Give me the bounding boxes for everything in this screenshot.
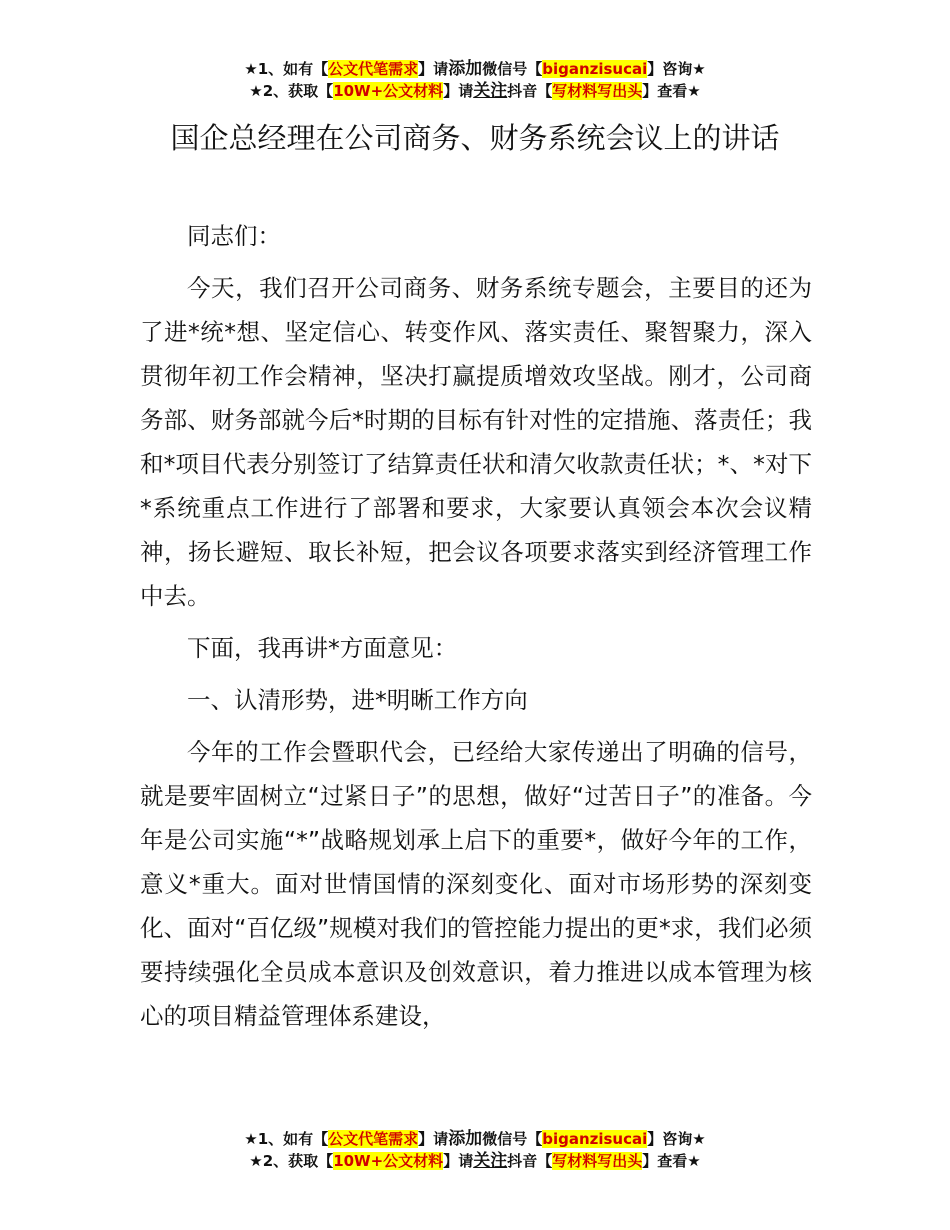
paragraph: 今天，我们召开公司商务、财务系统专题会，主要目的还为了进*统*想、坚定信心、转变作风、落实责任、聚智聚力，深入贯彻年初工作会精神，坚决打赢提质增效攻坚战。刚才，公司商务部、财务部就今后*时期的目标有针对性的定措施、落责任；我和*项目代表分别签订了结算责任状和清欠收款责任状；*、*对下*系统重点工作进行了部署和要求，大家要认真领会本次会议精神，扬长避短、取长补短，把会议各项要求落实到经济管理工作中去。 xyxy=(140,274,812,610)
highlight-text: 公文代笔需求 xyxy=(328,60,419,78)
banner-text: 关注 xyxy=(473,81,508,101)
banner-text: 】请 xyxy=(443,82,474,100)
document-title: 国企总经理在公司商务、财务系统会议上的讲话 xyxy=(170,121,780,155)
banner-text: 】请 xyxy=(443,1152,474,1170)
banner-line-1 xyxy=(0,1128,950,1150)
wechat-id-highlight: biganzisucai xyxy=(542,1130,648,1148)
banner-text: 微信号【 xyxy=(482,60,543,78)
highlight-text: 公文代笔需求 xyxy=(328,1130,419,1148)
paragraph: 今年的工作会暨职代会，已经给大家传递出了明确的信号，就是要牢固树立“过紧日子”的思想，做好“过苦日子”的准备。今年是公司实施“*”战略规划承上启下的重要*，做好今年的工作，意义*重大。面对世情国情的深刻变化、面对市场形势的深刻变化、面对“百亿级”规模对我们的管控能力提出的更*求，我们必须要持续强化全员成本意识及创效意识，着力推进以成本管理为核心的项目精益管理体系建设， xyxy=(140,738,812,1030)
banner-text: 微信号【 xyxy=(482,1130,543,1148)
banner-text: 添加 xyxy=(448,59,483,79)
banner-text: 】咨询★ xyxy=(647,60,706,78)
banner-text: 关注 xyxy=(473,1151,508,1171)
banner-text: 】查看★ xyxy=(642,1152,701,1170)
banner-line-1 xyxy=(0,58,950,80)
wechat-id-highlight: biganzisucai xyxy=(542,60,648,78)
banner-line-2 xyxy=(0,80,950,102)
banner-line-2 xyxy=(0,1150,950,1172)
banner-text: 抖音【 xyxy=(507,82,553,100)
banner-text: 】请 xyxy=(418,60,449,78)
banner-text: 】请 xyxy=(418,1130,449,1148)
banner-text: 】咨询★ xyxy=(647,1130,706,1148)
highlight-text: 10W+公文材料 xyxy=(333,1152,444,1170)
banner-text: ★2、获取【 xyxy=(249,82,334,100)
banner-text: 添加 xyxy=(448,1129,483,1149)
banner-text: 抖音【 xyxy=(507,1152,553,1170)
section-heading: 一、认清形势，进*明晰工作方向 xyxy=(187,686,528,714)
salutation: 同志们： xyxy=(187,222,281,250)
footer-banner xyxy=(0,1128,950,1172)
header-banner xyxy=(0,58,950,102)
douyin-highlight: 写材料写出头 xyxy=(552,82,643,100)
paragraph: 下面，我再讲*方面意见： xyxy=(187,634,458,662)
highlight-text: 10W+公文材料 xyxy=(333,82,444,100)
banner-text: 】查看★ xyxy=(642,82,701,100)
douyin-highlight: 写材料写出头 xyxy=(552,1152,643,1170)
banner-text: ★1、如有【 xyxy=(244,1130,329,1148)
banner-text: ★1、如有【 xyxy=(244,60,329,78)
banner-text: ★2、获取【 xyxy=(249,1152,334,1170)
document-body xyxy=(140,214,812,1046)
